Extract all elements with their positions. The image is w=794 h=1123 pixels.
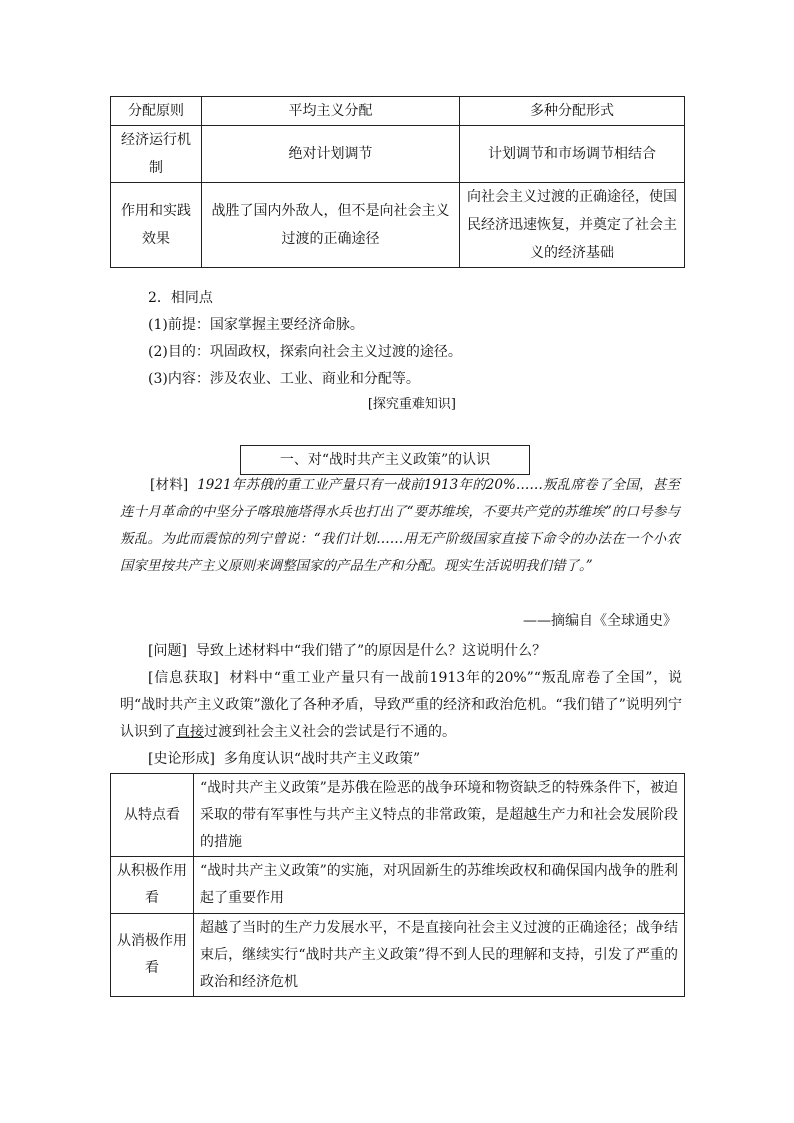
material-source: ——摘编自《全球通史》 bbox=[523, 613, 677, 629]
explore-label: [探究重难知识] bbox=[367, 397, 456, 412]
material-text: 1921年苏俄的重工业产量只有一战前1913年的20%……叛乱席卷了全国，甚至连十月革命的中坚分子喀琅施塔得水兵也打出了“要苏维埃，不要共产党的苏维埃”的口号参与叛乱。为此而震惊的列宁曾说：“我们计划……用无产阶级国家直接下命令的办法在一个小农国家里按共产主义原则来调整国家的产品生产和分配。现实生活说明我们错了。” bbox=[120, 477, 680, 574]
conclusion-tag: [史论形成] bbox=[148, 751, 215, 767]
table-row bbox=[111, 857, 685, 914]
row-label: 从积极作用看 bbox=[111, 857, 194, 914]
material-paragraph bbox=[120, 472, 680, 580]
cell-right: 向社会主义过渡的正确途径，使国民经济迅速恢复，并奠定了社会主义的经济基础 bbox=[460, 183, 685, 268]
info-text-end: 过渡到社会主义社会的尝试是行不通的。 bbox=[204, 724, 456, 740]
cell-left: 绝对计划调节 bbox=[202, 126, 460, 183]
comparison-table bbox=[110, 96, 685, 268]
info-tag: [信息获取] bbox=[148, 670, 219, 686]
cell-left: 战胜了国内外敌人，但不是向社会主义过渡的正确途径 bbox=[202, 183, 460, 268]
question-paragraph bbox=[120, 638, 682, 665]
table-row bbox=[111, 126, 685, 183]
info-underlined: 直接 bbox=[176, 724, 204, 740]
row-text: 超越了当时的生产力发展水平，不是直接向社会主义过渡的正确途径；战争结束后，继续实行“战时共产主义政策”得不到人民的理解和支持，引发了严重的政治和经济危机 bbox=[194, 914, 685, 997]
cell-right: 多种分配形式 bbox=[460, 97, 685, 126]
list-item: (3)内容：涉及农业、工业、商业和分配等。 bbox=[148, 371, 420, 387]
cell-right: 计划调节和市场调节相结合 bbox=[460, 126, 685, 183]
cell-left: 平均主义分配 bbox=[202, 97, 460, 126]
table-row bbox=[111, 183, 685, 268]
info-paragraph bbox=[120, 665, 682, 746]
row-label: 经济运行机制 bbox=[111, 126, 202, 183]
boxed-section-title: 一、对“战时共产主义政策”的认识 bbox=[240, 445, 530, 475]
conclusion-paragraph bbox=[120, 746, 682, 773]
row-label: 从特点看 bbox=[111, 774, 194, 857]
table-row bbox=[111, 97, 685, 126]
list-item: (1)前提：国家掌握主要经济命脉。 bbox=[148, 317, 364, 333]
row-label: 作用和实践效果 bbox=[111, 183, 202, 268]
similarities-section bbox=[148, 285, 462, 393]
question-text: 导致上述材料中“我们错了”的原因是什么？这说明什么？ bbox=[195, 643, 547, 659]
row-label: 分配原则 bbox=[111, 97, 202, 126]
row-label: 从消极作用看 bbox=[111, 914, 194, 997]
row-text: “战时共产主义政策”是苏俄在险恶的战争环境和物资缺乏的特殊条件下，被迫采取的带有军事性与共产主义特点的非常政策，是超越生产力和社会发展阶段的措施 bbox=[194, 774, 685, 857]
table-row bbox=[111, 914, 685, 997]
list-item: (2)目的：巩固政权，探索向社会主义过渡的途径。 bbox=[148, 344, 462, 360]
table-row bbox=[111, 774, 685, 857]
qa-block bbox=[120, 638, 682, 773]
section-heading: 2．相同点 bbox=[148, 290, 213, 306]
question-tag: [问题] bbox=[148, 643, 187, 659]
material-tag: [材料] bbox=[150, 477, 189, 493]
info-text: 材料中“重工业产量只有一战前1913年的20%”“叛乱席卷了全国”，说明“战时共产主义政策”激化了各种矛盾，导致严重的经济和政治危机。“我们错了”说明列宁认识到了 bbox=[120, 670, 683, 740]
conclusion-text: 多角度认识“战时共产主义政策” bbox=[223, 751, 421, 767]
perspectives-table bbox=[110, 773, 685, 997]
row-text: “战时共产主义政策”的实施，对巩固新生的苏维埃政权和确保国内战争的胜利起了重要作用 bbox=[194, 857, 685, 914]
